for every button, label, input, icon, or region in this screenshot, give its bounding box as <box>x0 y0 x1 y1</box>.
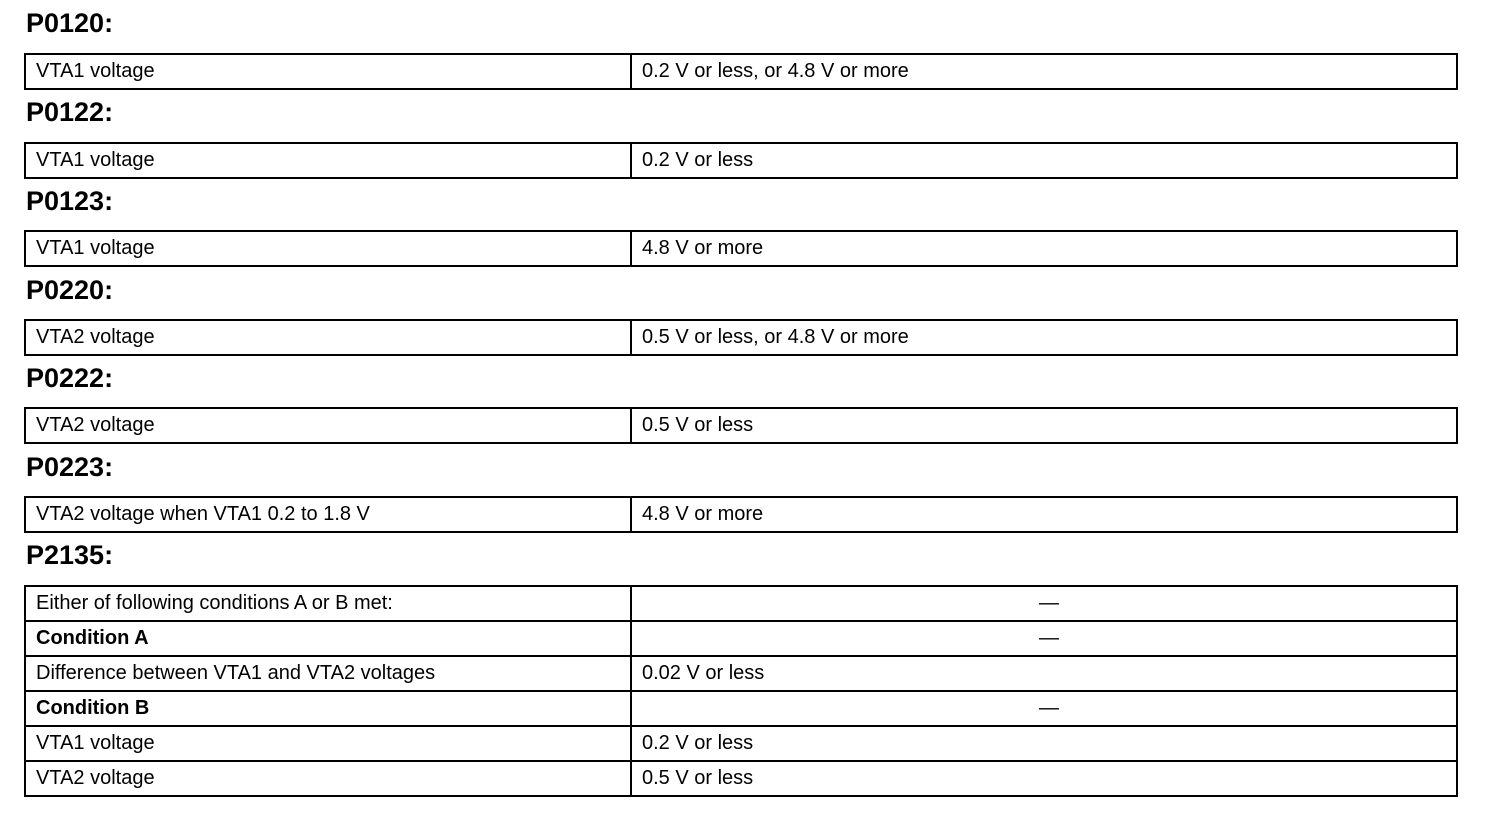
dtc-code-heading: P0123: <box>26 186 114 216</box>
dtc-section-p0123 <box>24 186 114 216</box>
table-row <box>25 143 1457 178</box>
condition-value-none <box>631 691 1457 726</box>
table-row <box>25 586 1457 621</box>
table-row <box>25 691 1457 726</box>
condition-value: 4.8 V or more <box>631 497 1457 532</box>
dtc-condition-table <box>24 319 1458 356</box>
condition-value: 0.5 V or less <box>631 408 1457 443</box>
dtc-condition-table <box>24 407 1458 444</box>
condition-value: 0.2 V or less, or 4.8 V or more <box>631 54 1457 89</box>
condition-value: 4.8 V or more <box>631 231 1457 266</box>
table-row <box>25 656 1457 691</box>
condition-label-heading: Condition A <box>25 621 631 656</box>
dtc-condition-table <box>24 53 1458 90</box>
condition-value: 0.2 V or less <box>631 726 1457 761</box>
em-dash: — <box>1039 592 1059 614</box>
condition-value: 0.5 V or less, or 4.8 V or more <box>631 320 1457 355</box>
dtc-section-p0223 <box>24 452 114 482</box>
table-row <box>25 726 1457 761</box>
condition-value-none <box>631 586 1457 621</box>
condition-label: VTA2 voltage <box>25 320 631 355</box>
table-row <box>25 621 1457 656</box>
condition-label: VTA2 voltage <box>25 761 631 796</box>
condition-value: 0.5 V or less <box>631 761 1457 796</box>
condition-value-none <box>631 621 1457 656</box>
dtc-section-p0120 <box>24 8 114 38</box>
dtc-section-p0122 <box>24 97 114 127</box>
dtc-code-heading: P2135: <box>26 540 114 570</box>
dtc-code-heading: P0120: <box>26 8 114 38</box>
condition-value: 0.02 V or less <box>631 656 1457 691</box>
table-row <box>25 231 1457 266</box>
condition-label: VTA1 voltage <box>25 726 631 761</box>
dtc-section-p0220 <box>24 275 114 305</box>
table-row <box>25 761 1457 796</box>
dtc-code-heading: P0122: <box>26 97 114 127</box>
dtc-condition-table <box>24 496 1458 533</box>
dtc-section-p0222 <box>24 363 114 393</box>
table-row <box>25 408 1457 443</box>
em-dash: — <box>1039 697 1059 719</box>
dtc-code-heading: P0223: <box>26 452 114 482</box>
em-dash: — <box>1039 627 1059 649</box>
table-row <box>25 320 1457 355</box>
condition-label: VTA1 voltage <box>25 231 631 266</box>
condition-label: VTA1 voltage <box>25 54 631 89</box>
dtc-code-heading: P0220: <box>26 275 114 305</box>
dtc-condition-table <box>24 585 1458 797</box>
dtc-condition-table <box>24 230 1458 267</box>
table-row <box>25 497 1457 532</box>
condition-label: VTA2 voltage when VTA1 0.2 to 1.8 V <box>25 497 631 532</box>
condition-value: 0.2 V or less <box>631 143 1457 178</box>
dtc-code-heading: P0222: <box>26 363 114 393</box>
condition-label: VTA1 voltage <box>25 143 631 178</box>
table-row <box>25 54 1457 89</box>
dtc-section-p2135 <box>24 540 114 570</box>
dtc-condition-table <box>24 142 1458 179</box>
condition-label-heading: Condition B <box>25 691 631 726</box>
condition-label: Difference between VTA1 and VTA2 voltages <box>25 656 631 691</box>
condition-label: Either of following conditions A or B met: <box>25 586 631 621</box>
condition-label: VTA2 voltage <box>25 408 631 443</box>
